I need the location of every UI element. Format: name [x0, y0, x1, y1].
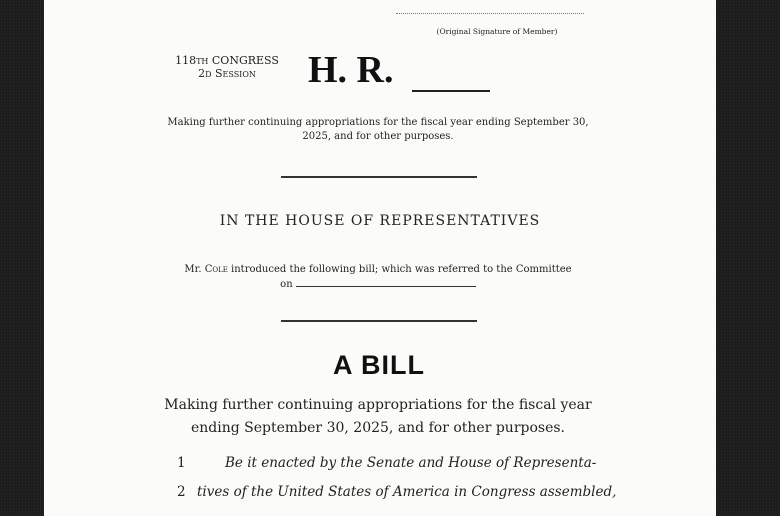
committee-on-label: on: [280, 279, 293, 290]
congress-number: 118th CONGRESS: [175, 54, 279, 67]
bill-heading: A BILL: [333, 350, 425, 380]
signature-label: (Original Signature of Member): [436, 27, 558, 36]
enacting-clause-text: tives of the United States of America in Congress assembled,: [197, 484, 617, 500]
enacting-clause-text: Be it enacted by the Senate and House of Representa-: [225, 455, 597, 471]
divider-rule: [281, 320, 477, 322]
house-heading: IN THE HOUSE OF REPRESENTATIVES: [219, 213, 541, 229]
bill-document-page: [44, 0, 716, 516]
divider-rule: [281, 176, 477, 178]
committee-blank: [296, 277, 476, 287]
line-number: 1: [177, 455, 186, 471]
line-number: 2: [177, 484, 186, 500]
congress-session-block: [162, 54, 292, 80]
short-title: Making further continuing appropriations for the fiscal year ending September 30, 2025, and for other purposes.: [167, 117, 589, 142]
session-label: 2d Session: [198, 67, 256, 80]
bill-number-blank: [412, 90, 490, 92]
sponsor-name: Cole: [204, 264, 228, 275]
introduction-text: introduced the following bill; which was referred to the Committee: [231, 264, 572, 275]
enacting-clause-line: [177, 484, 616, 500]
long-title: Making further continuing appropriations for the fiscal year ending September 30, 2025, and for other purposes.: [164, 397, 592, 436]
sponsor-prefix: Mr.: [184, 264, 202, 275]
introduction-statement: [166, 262, 590, 292]
bill-number-label: H. R.: [308, 49, 394, 91]
enacting-clause-line: [177, 455, 596, 471]
signature-line: [396, 13, 584, 14]
